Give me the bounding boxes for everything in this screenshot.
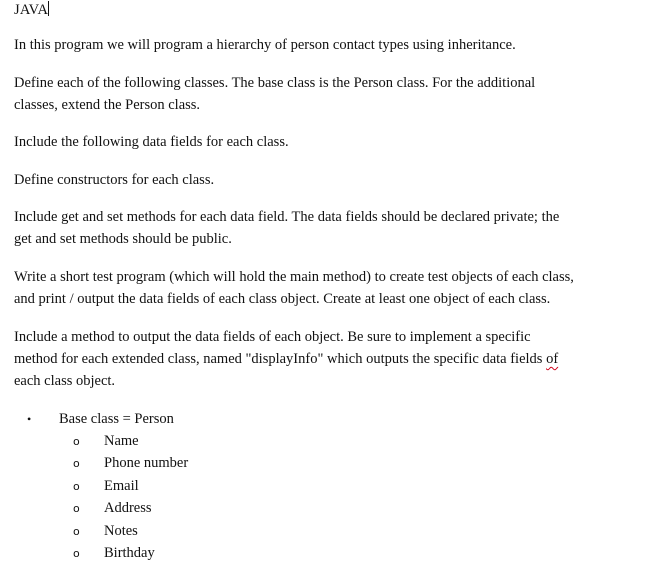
base-class-label: Base class = Person — [59, 411, 174, 427]
paragraph-define-classes-line1: Define each of the following classes. The base class is the Person class. For the additional — [14, 75, 536, 91]
paragraph-data-fields — [14, 131, 614, 153]
circle-bullet-icon: o — [73, 502, 80, 515]
paragraph-get-set — [14, 206, 614, 250]
list-item-field — [0, 430, 640, 452]
list-item-field — [0, 542, 640, 564]
paragraph-constructors — [14, 169, 614, 191]
spellcheck-flagged-word[interactable]: of — [546, 351, 559, 367]
text-cursor — [48, 1, 49, 16]
list-item-base-class — [0, 408, 640, 430]
paragraph-display-info-line3: each class object. — [14, 373, 116, 389]
list-item-field — [0, 475, 640, 497]
paragraph-define-classes-line2: classes, extend the Person class. — [14, 97, 201, 113]
paragraph-display-info-line2: method for each extended class, named "displayInfo" which outputs the specific data fields — [14, 351, 547, 367]
paragraph-display-info — [14, 326, 614, 392]
paragraph-get-set-line1: Include get and set methods for each data field. The data fields should be declared private; the — [14, 209, 560, 225]
field-phone-number: Phone number — [104, 455, 189, 471]
paragraph-test-program — [14, 266, 614, 310]
circle-bullet-icon: o — [73, 547, 80, 560]
paragraph-display-info-line1: Include a method to output the data fields of each object. Be sure to implement a specific — [14, 329, 531, 345]
paragraph-get-set-line2: get and set methods should be public. — [14, 231, 232, 247]
list-item-field — [0, 452, 640, 474]
paragraph-define-classes — [14, 72, 614, 116]
list-item-field — [0, 497, 640, 519]
circle-bullet-icon: o — [73, 480, 80, 493]
title-text: JAVA — [14, 2, 49, 18]
paragraph-data-fields-text: Include the following data fields for each class. — [14, 134, 289, 150]
paragraph-test-program-line2: and print / output the data fields of each class object. Create at least one object of each class. — [14, 291, 551, 307]
paragraph-intro-text: In this program we will program a hierarchy of person contact types using inheritance. — [14, 37, 516, 53]
paragraph-constructors-text: Define constructors for each class. — [14, 172, 215, 188]
paragraph-intro — [14, 34, 614, 56]
circle-bullet-icon: o — [73, 457, 80, 470]
circle-bullet-icon: o — [73, 435, 80, 448]
circle-bullet-icon: o — [73, 525, 80, 538]
field-address: Address — [104, 500, 152, 516]
document-title[interactable] — [14, 1, 49, 19]
field-name: Name — [104, 433, 139, 449]
paragraph-test-program-line1: Write a short test program (which will hold the main method) to create test objects of each class, — [14, 269, 574, 285]
field-birthday: Birthday — [104, 545, 155, 561]
list-item-field — [0, 520, 640, 542]
field-email: Email — [104, 478, 139, 494]
field-notes: Notes — [104, 523, 138, 539]
bullet-icon: • — [27, 412, 32, 426]
